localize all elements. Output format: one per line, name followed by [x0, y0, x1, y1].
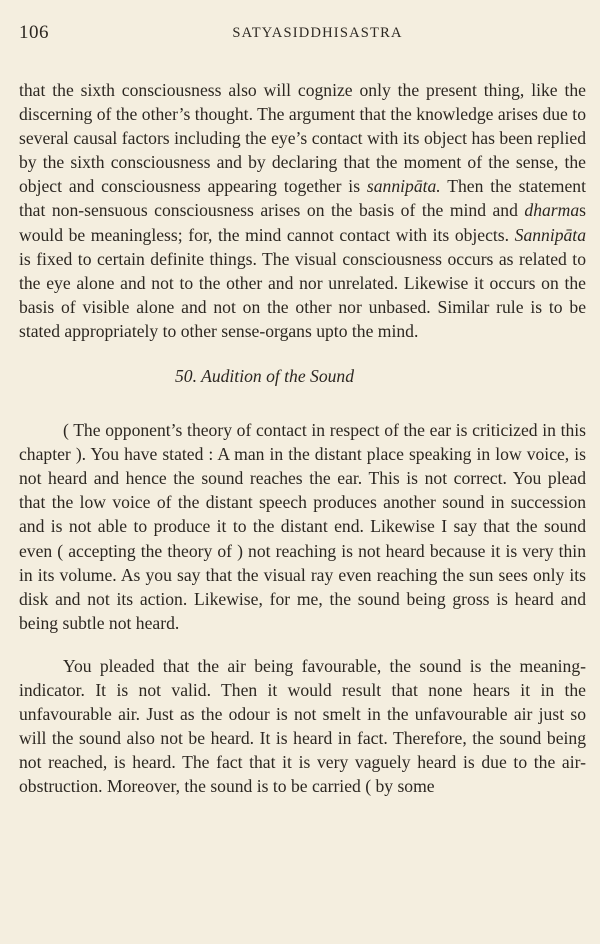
term-dharma: dharma: [524, 200, 580, 221]
page-number: 106: [19, 22, 49, 43]
paragraph-text: Then the statement that non-sensuous consciousness arises on the basis of the mind and: [19, 176, 586, 221]
paragraph-contact-theory: [19, 78, 586, 343]
paragraph-text: s would be meaningless; for, the mind cannot contact with its objects.: [19, 200, 586, 245]
paragraph-opponent-theory: ( The opponent’s theory of contact in respect of the ear is criticized in this chapter ). You have stated : A man in the distant place speaking in low voice, is not heard and hence the sound reaches the ear. This is not correct. You plead that the low voice of the distant speech produces another sound in succession and is not able to produce it to the distant end. Likewise I say that the sound even ( accepting the theory of ) not reaching is not heard because it is very thin in its volume. As you say that the visual ray even reaching the sun sees only its disk and not its action. Likewise, for me, the sound being gross is heard and being subtle not heard.: [19, 420, 586, 633]
paragraph-air-favourable: You pleaded that the air being favourable, the sound is the meaning-indicator. It is not valid. Then it would result that none hears it in the unfavourable air. Just as the odour is not smelt in the unfavourable air just so will the sound also not be heard. It is heard in fact. Therefore, the sound being not reached, is heard. The fact that it is very vaguely heard is due to the air-obstruction. Moreover, the sound is to be carried ( by some: [19, 655, 586, 797]
running-head: SATYASIDDHISASTRA: [232, 25, 403, 41]
section-heading: 50. Audition of the Sound: [175, 366, 355, 387]
page-header: [19, 22, 586, 52]
term-sannipata-capitalized: Sannipāta: [514, 224, 586, 245]
paragraph-text: is fixed to certain definite things. The visual consciousness occurs as related to the eye alone and not to the other and nor unrelated. Likewise it occurs on the basis of visible alone and not on the other nor unbased. Similar rule is to be stated appropriately to other sense-organs upto the mind.: [19, 248, 586, 341]
term-sannipata: sannipāta.: [366, 176, 441, 197]
paragraph-text: that the sixth consciousness also will cognize only the present thing, like the discerning of the other’s thought. The argument that the knowledge arises due to several causal factors including the eye’s contact with its object has been replied by the sixth consciousness and by declaring that the moment of the sense, the object and consciousness appearing together is: [19, 80, 586, 197]
